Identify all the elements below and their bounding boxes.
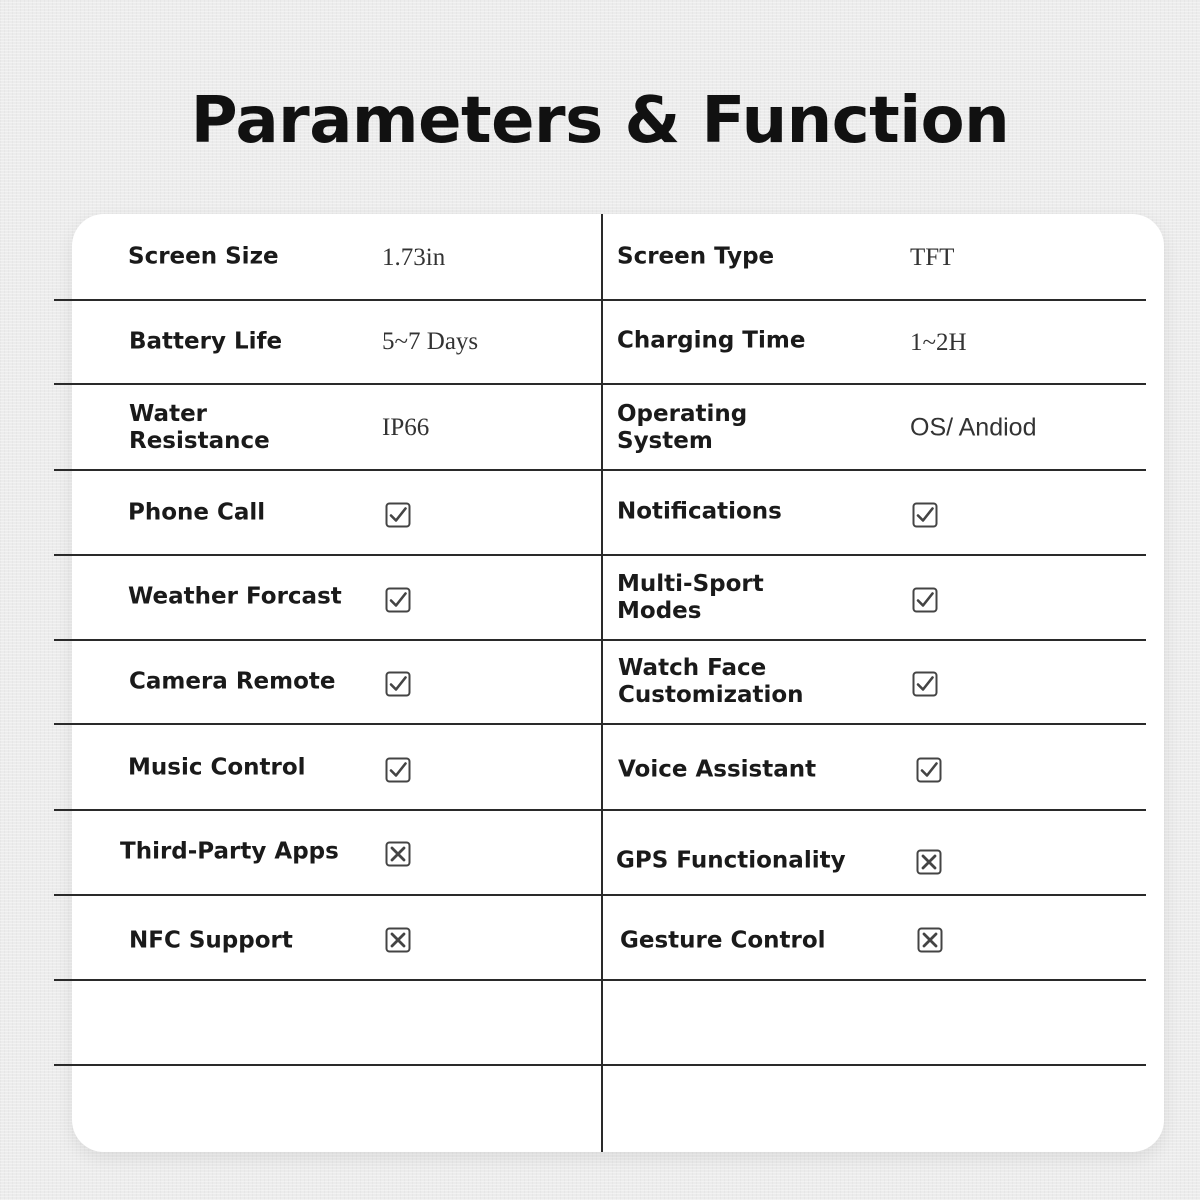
row-divider <box>54 1064 1146 1066</box>
label-gesture-control: Gesture Control <box>620 927 826 954</box>
value-water-resistance: IP66 <box>382 414 430 441</box>
checkbox-checked-icon <box>912 587 938 613</box>
label-camera-remote: Camera Remote <box>129 668 336 695</box>
label-weather-forcast: Weather Forcast <box>128 583 342 610</box>
label-notifications: Notifications <box>617 498 782 525</box>
value-operating-system: OS/ Andiod <box>910 413 1037 442</box>
label-line: Multi-Sport <box>617 571 764 597</box>
row-divider <box>54 723 1146 725</box>
value-screen-type: TFT <box>910 244 955 271</box>
checkbox-checked-icon <box>385 502 411 528</box>
row-divider <box>54 809 1146 811</box>
label-multi-sport-modes <box>617 571 764 625</box>
checkbox-checked-icon <box>385 671 411 697</box>
row-divider <box>54 383 1146 385</box>
row-divider <box>54 554 1146 556</box>
label-phone-call: Phone Call <box>128 499 266 526</box>
page-title: Parameters & Function <box>190 84 1010 158</box>
column-divider <box>601 214 603 1152</box>
label-line: Customization <box>618 682 804 708</box>
label-screen-size: Screen Size <box>128 243 279 270</box>
label-charging-time: Charging Time <box>617 327 806 354</box>
label-third-party-apps: Third-Party Apps <box>120 838 339 865</box>
checkbox-checked-icon <box>385 757 411 783</box>
row-divider <box>54 639 1146 641</box>
row-divider <box>54 894 1146 896</box>
checkbox-crossed-icon <box>385 841 411 867</box>
label-watch-face-customization <box>618 655 804 709</box>
value-battery-life: 5~7 Days <box>382 328 479 355</box>
label-water-resistance <box>129 401 270 455</box>
label-line: Operating <box>617 401 748 427</box>
label-line: Watch Face <box>618 655 767 681</box>
row-divider <box>54 299 1146 301</box>
checkbox-checked-icon <box>385 587 411 613</box>
checkbox-crossed-icon <box>385 927 411 953</box>
row-divider <box>54 469 1146 471</box>
label-battery-life: Battery Life <box>129 328 283 355</box>
label-line: Resistance <box>129 428 270 454</box>
value-charging-time: 1~2H <box>910 329 967 356</box>
checkbox-checked-icon <box>916 757 942 783</box>
label-screen-type: Screen Type <box>617 243 775 270</box>
label-voice-assistant: Voice Assistant <box>618 756 817 783</box>
checkbox-crossed-icon <box>916 849 942 875</box>
label-nfc-support: NFC Support <box>129 927 293 954</box>
label-line: Water <box>129 401 208 427</box>
checkbox-checked-icon <box>912 671 938 697</box>
row-divider <box>54 979 1146 981</box>
checkbox-crossed-icon <box>917 927 943 953</box>
label-operating-system <box>617 401 747 455</box>
checkbox-checked-icon <box>912 502 938 528</box>
label-line: System <box>617 428 713 454</box>
value-screen-size: 1.73in <box>382 244 446 271</box>
label-music-control: Music Control <box>128 754 306 781</box>
label-gps-functionality: GPS Functionality <box>616 847 846 874</box>
label-line: Modes <box>617 598 702 624</box>
